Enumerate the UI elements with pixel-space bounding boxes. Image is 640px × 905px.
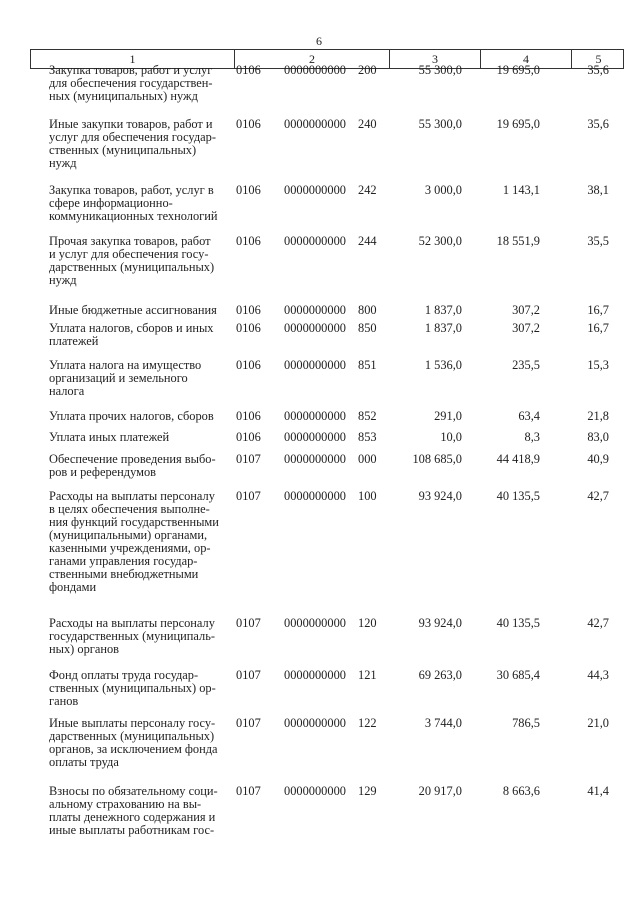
- row-name-line: Уплата налога на имущество: [49, 358, 202, 372]
- row-fact: 40 135,5: [496, 489, 540, 503]
- row-name: [49, 717, 231, 769]
- row-name-line: Обеспечение проведения выбо-: [49, 452, 216, 466]
- row-vr: 121: [358, 668, 377, 682]
- row-name-line: оплаты труда: [49, 755, 119, 769]
- row-name: [49, 322, 231, 348]
- row-percent: 38,1: [587, 183, 609, 197]
- row-name-line: ственными внебюджетными: [49, 567, 199, 581]
- row-vr: 852: [358, 409, 377, 423]
- row-csr: 0000000000: [284, 409, 346, 423]
- row-name-line: Иные закупки товаров, работ и: [49, 117, 213, 131]
- row-name-line: организаций и земельного: [49, 371, 188, 385]
- row-name-line: и услуг для обеспечения госу-: [49, 247, 209, 261]
- row-name: [49, 235, 231, 287]
- row-vr: 853: [358, 430, 377, 444]
- row-plan: 3 744,0: [424, 716, 462, 730]
- row-percent: 35,5: [587, 234, 609, 248]
- row-vr: 851: [358, 358, 377, 372]
- row-vr: 120: [358, 616, 377, 630]
- row-name: [49, 64, 231, 103]
- row-section: 0106: [236, 234, 261, 248]
- row-name: [49, 410, 231, 423]
- row-fact: 1 143,1: [502, 183, 540, 197]
- header-col-5: 5: [571, 50, 625, 68]
- row-section: 0106: [236, 409, 261, 423]
- row-name: [49, 617, 231, 656]
- row-name-line: ственных (муниципальных) ор-: [49, 681, 216, 695]
- row-section: 0106: [236, 358, 261, 372]
- row-name-line: налога: [49, 384, 85, 398]
- row-fact: 235,5: [512, 358, 540, 372]
- row-plan: 52 300,0: [418, 234, 462, 248]
- row-name-line: ров и референдумов: [49, 465, 156, 479]
- row-section: 0106: [236, 430, 261, 444]
- row-name-line: Расходы на выплаты персоналу: [49, 616, 215, 630]
- row-name-line: фондами: [49, 580, 97, 594]
- row-percent: 40,9: [587, 452, 609, 466]
- row-section: 0107: [236, 716, 261, 730]
- row-section: 0106: [236, 183, 261, 197]
- row-name-line: иные выплаты работникам гос-: [49, 823, 215, 837]
- row-csr: 0000000000: [284, 716, 346, 730]
- row-name-line: Фонд оплаты труда государ-: [49, 668, 199, 682]
- row-percent: 41,4: [587, 784, 609, 798]
- row-plan: 1 837,0: [424, 321, 462, 335]
- row-name: [49, 184, 231, 223]
- row-name-line: ния функций государственными: [49, 515, 219, 529]
- row-name-line: нужд: [49, 156, 77, 170]
- row-name-line: ных (муниципальных) нужд: [49, 89, 198, 103]
- row-vr: 100: [358, 489, 377, 503]
- row-name-line: ных) органов: [49, 642, 120, 656]
- row-percent: 42,7: [587, 489, 609, 503]
- row-name-line: государственных (муниципаль-: [49, 629, 215, 643]
- row-section: 0107: [236, 784, 261, 798]
- header-col-4: 4: [480, 50, 571, 68]
- row-vr: 129: [358, 784, 377, 798]
- row-section: 0107: [236, 616, 261, 630]
- header-col-2: 2: [234, 50, 389, 68]
- row-name-line: (муниципальными) органами,: [49, 528, 208, 542]
- row-csr: 0000000000: [284, 784, 346, 798]
- row-plan: 1 837,0: [424, 303, 462, 317]
- row-percent: 42,7: [587, 616, 609, 630]
- row-name-line: Взносы по обязательному соци-: [49, 784, 218, 798]
- row-csr: 0000000000: [284, 430, 346, 444]
- row-percent: 44,3: [587, 668, 609, 682]
- row-csr: 0000000000: [284, 117, 346, 131]
- row-plan: 69 263,0: [418, 668, 462, 682]
- row-section: 0107: [236, 668, 261, 682]
- row-name-line: услуг для обеспечения государ-: [49, 130, 216, 144]
- row-name: [49, 304, 231, 317]
- page-number: 6: [316, 34, 322, 48]
- row-csr: 0000000000: [284, 303, 346, 317]
- row-name-line: для обеспечения государствен-: [49, 76, 213, 90]
- row-fact: 18 551,9: [496, 234, 540, 248]
- row-fact: 44 418,9: [496, 452, 540, 466]
- row-section: 0106: [236, 63, 261, 77]
- row-plan: 3 000,0: [424, 183, 462, 197]
- row-fact: 63,4: [518, 409, 540, 423]
- row-fact: 786,5: [512, 716, 540, 730]
- row-plan: 291,0: [434, 409, 462, 423]
- row-fact: 307,2: [512, 303, 540, 317]
- row-name-line: Закупка товаров, работ, услуг в: [49, 183, 214, 197]
- row-section: 0106: [236, 117, 261, 131]
- row-section: 0106: [236, 321, 261, 335]
- row-percent: 16,7: [587, 321, 609, 335]
- row-csr: 0000000000: [284, 321, 346, 335]
- row-plan: 1 536,0: [424, 358, 462, 372]
- row-name-line: в целях обеспечения выполне-: [49, 502, 210, 516]
- row-percent: 83,0: [587, 430, 609, 444]
- row-csr: 0000000000: [284, 358, 346, 372]
- row-section: 0107: [236, 489, 261, 503]
- row-section: 0106: [236, 303, 261, 317]
- row-name-line: Прочая закупка товаров, работ: [49, 234, 211, 248]
- row-percent: 35,6: [587, 63, 609, 77]
- row-name-line: ственных (муниципальных): [49, 143, 197, 157]
- header-col-1: 1: [129, 52, 136, 66]
- row-plan: 55 300,0: [418, 63, 462, 77]
- row-csr: 0000000000: [284, 668, 346, 682]
- row-plan: 20 917,0: [418, 784, 462, 798]
- row-name-line: нужд: [49, 273, 77, 287]
- row-csr: 0000000000: [284, 489, 346, 503]
- row-name-line: ганов: [49, 694, 79, 708]
- row-vr: 242: [358, 183, 377, 197]
- row-fact: 30 685,4: [496, 668, 540, 682]
- row-csr: 0000000000: [284, 183, 346, 197]
- row-name-line: ганами управления государ-: [49, 554, 198, 568]
- row-name: [49, 118, 231, 170]
- row-fact: 19 695,0: [496, 63, 540, 77]
- row-plan: 93 924,0: [418, 616, 462, 630]
- row-percent: 21,0: [587, 716, 609, 730]
- row-vr: 000: [358, 452, 377, 466]
- row-plan: 108 685,0: [412, 452, 462, 466]
- row-percent: 16,7: [587, 303, 609, 317]
- row-name-line: дарственных (муниципальных): [49, 260, 215, 274]
- row-name-line: Уплата прочих налогов, сборов: [49, 409, 214, 423]
- row-name-line: Уплата налогов, сборов и иных: [49, 321, 214, 335]
- row-vr: 122: [358, 716, 377, 730]
- row-fact: 307,2: [512, 321, 540, 335]
- row-fact: 8 663,6: [502, 784, 540, 798]
- row-name: [49, 453, 231, 479]
- row-name-line: Иные выплаты персоналу госу-: [49, 716, 216, 730]
- row-plan: 10,0: [440, 430, 462, 444]
- row-name-line: платежей: [49, 334, 99, 348]
- row-name: [49, 669, 231, 708]
- row-plan: 55 300,0: [418, 117, 462, 131]
- row-csr: 0000000000: [284, 234, 346, 248]
- row-vr: 240: [358, 117, 377, 131]
- row-name-line: органов, за исключением фонда: [49, 742, 218, 756]
- row-percent: 35,6: [587, 117, 609, 131]
- row-name-line: Закупка товаров, работ и услуг: [49, 63, 213, 77]
- row-name-line: альному страхованию на вы-: [49, 797, 202, 811]
- row-fact: 8,3: [524, 430, 540, 444]
- row-name-line: сфере информационно-: [49, 196, 173, 210]
- row-vr: 800: [358, 303, 377, 317]
- row-percent: 21,8: [587, 409, 609, 423]
- row-fact: 40 135,5: [496, 616, 540, 630]
- row-vr: 850: [358, 321, 377, 335]
- row-fact: 19 695,0: [496, 117, 540, 131]
- row-plan: 93 924,0: [418, 489, 462, 503]
- row-vr: 200: [358, 63, 377, 77]
- row-name-line: казенными учреждениями, ор-: [49, 541, 211, 555]
- row-name-line: Иные бюджетные ассигнования: [49, 303, 217, 317]
- row-vr: 244: [358, 234, 377, 248]
- row-name: [49, 785, 231, 837]
- row-csr: 0000000000: [284, 63, 346, 77]
- row-percent: 15,3: [587, 358, 609, 372]
- row-csr: 0000000000: [284, 616, 346, 630]
- row-name: [49, 359, 231, 398]
- row-name-line: платы денежного содержания и: [49, 810, 216, 824]
- row-section: 0107: [236, 452, 261, 466]
- header-col-3: 3: [389, 50, 480, 68]
- row-name-line: Уплата иных платежей: [49, 430, 170, 444]
- row-name: [49, 431, 231, 444]
- row-name-line: дарственных (муниципальных): [49, 729, 215, 743]
- row-name-line: Расходы на выплаты персоналу: [49, 489, 215, 503]
- row-name: [49, 490, 231, 594]
- row-csr: 0000000000: [284, 452, 346, 466]
- row-name-line: коммуникационных технологий: [49, 209, 218, 223]
